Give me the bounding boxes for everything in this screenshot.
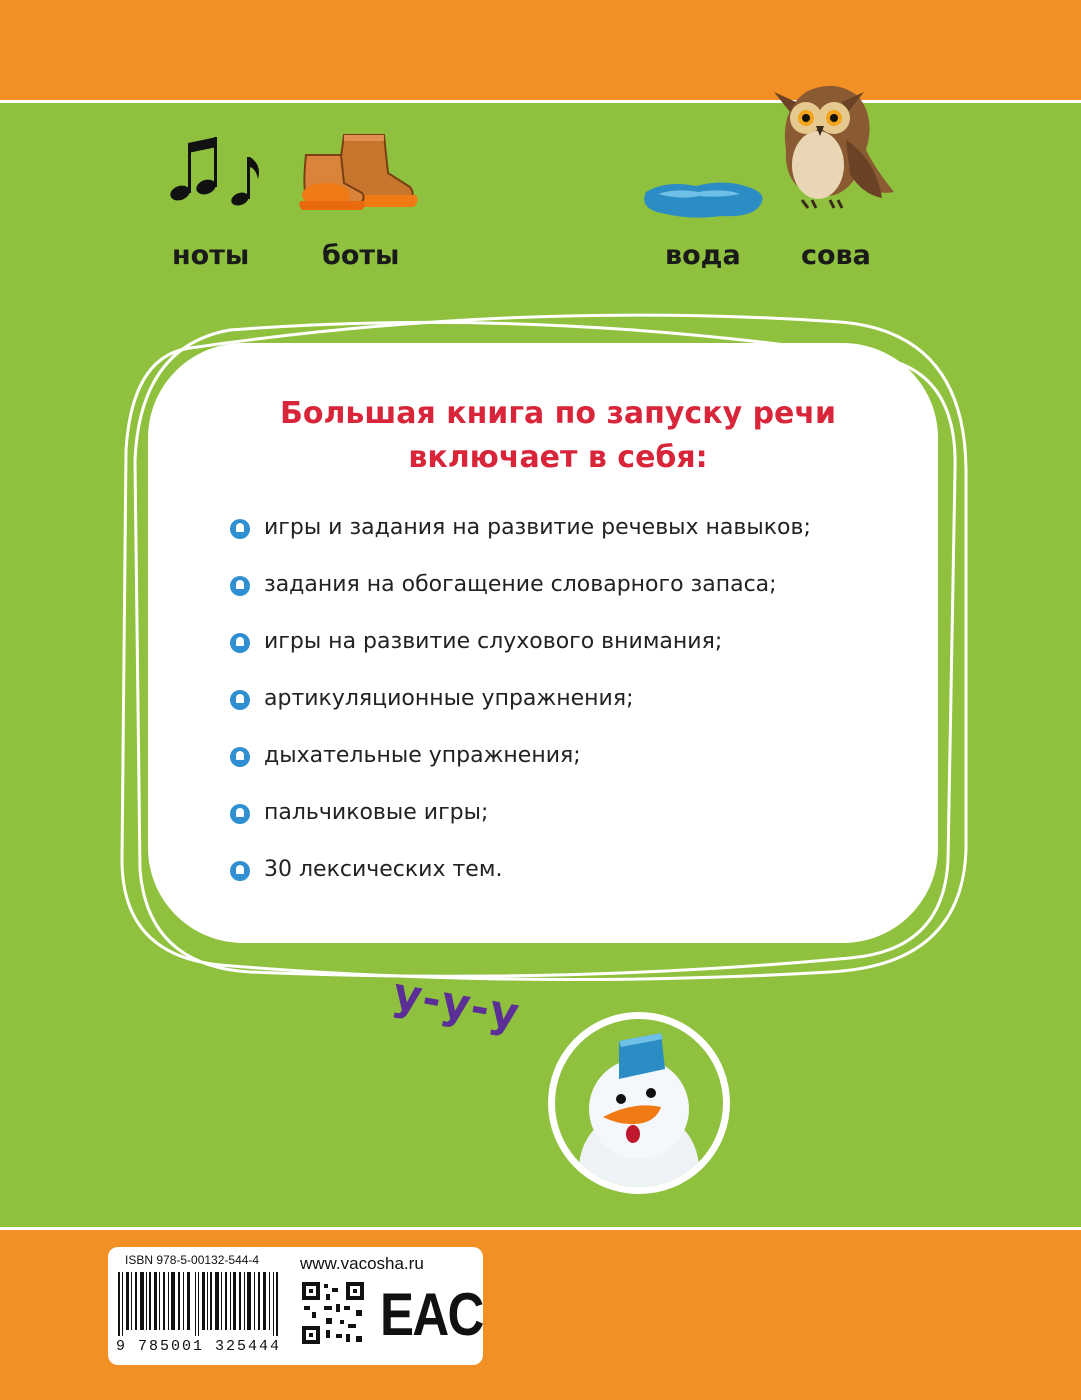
list-item-text: задания на обогащение словарного запаса; bbox=[264, 572, 777, 597]
list-item-text: артикуляционные упражнения; bbox=[264, 686, 634, 711]
list-item bbox=[230, 855, 811, 912]
bell-bullet-icon bbox=[230, 804, 250, 824]
list-item bbox=[230, 570, 811, 627]
eac-mark: EAC bbox=[380, 1281, 483, 1348]
list-item-text: игры на развитие слухового внимания; bbox=[264, 629, 723, 654]
bell-bullet-icon bbox=[230, 576, 250, 596]
headline-line-1: Большая книга по запуску речи bbox=[279, 396, 837, 431]
qr-code-icon bbox=[300, 1280, 366, 1346]
bell-bullet-icon bbox=[230, 633, 250, 653]
isbn-number: ISBN 978-5-00132-544-4 bbox=[125, 1253, 260, 1267]
list-item-text: пальчиковые игры; bbox=[264, 800, 489, 825]
contents-list bbox=[230, 513, 811, 912]
list-item bbox=[230, 684, 811, 741]
headline-line-2: включает в себя: bbox=[408, 440, 708, 475]
snowman-badge bbox=[548, 1012, 730, 1194]
list-item bbox=[230, 741, 811, 798]
sound-text: у-у-у bbox=[389, 968, 524, 1041]
list-item-text: игры и задания на развитие речевых навыков; bbox=[264, 515, 811, 540]
bell-bullet-icon bbox=[230, 861, 250, 881]
list-item-text: дыхательные упражнения; bbox=[264, 743, 581, 768]
bell-bullet-icon bbox=[230, 747, 250, 767]
bell-bullet-icon bbox=[230, 690, 250, 710]
word-sova: сова bbox=[801, 240, 871, 271]
list-item bbox=[230, 627, 811, 684]
barcode-digits: 9 785001 325444 bbox=[116, 1338, 282, 1355]
list-item bbox=[230, 513, 811, 570]
word-noty: ноты bbox=[172, 240, 250, 271]
barcode-icon bbox=[118, 1272, 283, 1336]
bell-bullet-icon bbox=[230, 519, 250, 539]
list-item-text: 30 лексических тем. bbox=[264, 857, 503, 882]
website-url: www.vacosha.ru bbox=[300, 1254, 424, 1273]
snowman-icon bbox=[555, 1019, 723, 1187]
word-voda: вода bbox=[665, 240, 741, 271]
card-headline bbox=[148, 392, 968, 480]
word-boty: боты bbox=[322, 240, 400, 271]
list-item bbox=[230, 798, 811, 855]
